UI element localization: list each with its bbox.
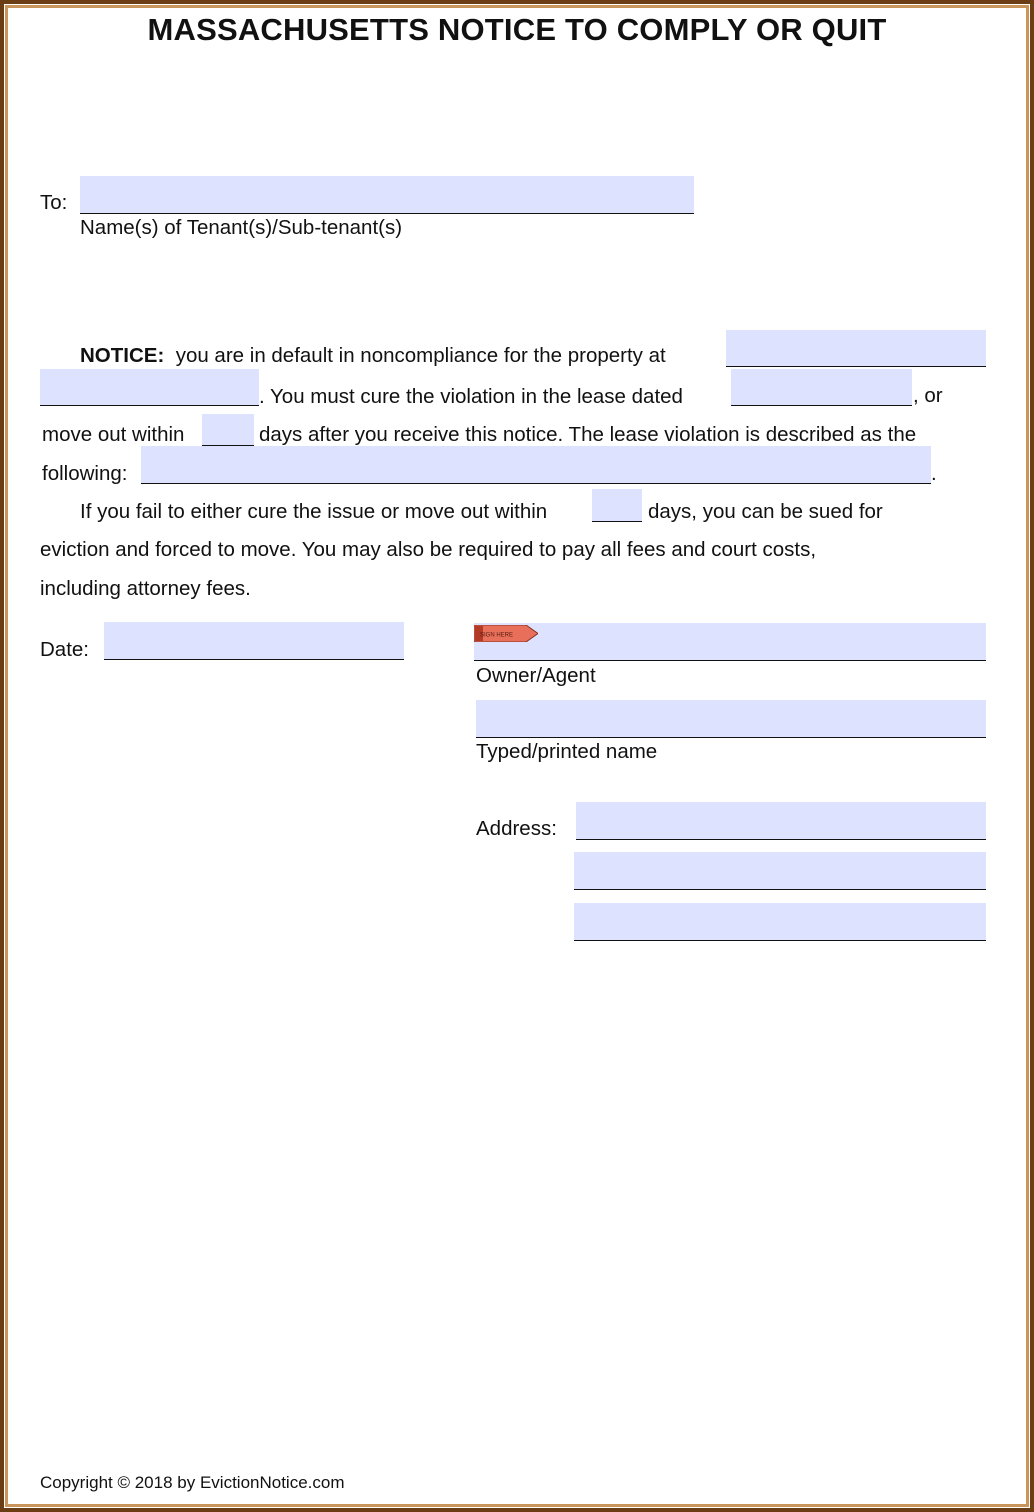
notice-text-2: . You must cure the violation in the lease dated (259, 385, 683, 408)
date-label: Date: (40, 638, 89, 661)
address-label: Address: (476, 817, 557, 840)
address-field-2[interactable] (574, 852, 986, 890)
tenant-name-field[interactable] (80, 176, 694, 214)
owner-agent-caption: Owner/Agent (476, 664, 596, 687)
notice-text-2-end: , or (913, 384, 943, 407)
sign-here-text: SIGN HERE (480, 632, 514, 639)
sign-here-tag-icon[interactable] (474, 625, 538, 642)
notice-text-3-start: move out within (42, 423, 185, 446)
fail-text-1-end: days, you can be sued for (648, 500, 883, 523)
owner-agent-signature-field[interactable] (474, 623, 986, 661)
violation-description-field[interactable] (141, 446, 931, 484)
copyright-notice: Copyright © 2018 by EvictionNotice.com (40, 1473, 345, 1492)
typed-name-caption: Typed/printed name (476, 740, 658, 763)
lease-date-field[interactable] (731, 369, 912, 406)
typed-name-field[interactable] (476, 700, 986, 738)
document-title: MASSACHUSETTS NOTICE TO COMPLY OR QUIT (147, 12, 887, 47)
notice-text-4-end: . (931, 462, 937, 485)
fail-text-1-start: If you fail to either cure the issue or move out within (80, 500, 548, 523)
address-field-1[interactable] (576, 802, 986, 840)
fail-text-2: eviction and forced to move. You may also be required to pay all fees and court costs, (40, 538, 817, 561)
fail-text-3: including attorney fees. (40, 577, 251, 600)
move-out-days-field[interactable] (202, 414, 254, 446)
cure-days-field[interactable] (592, 489, 642, 522)
notice-text-4-start: following: (42, 462, 128, 485)
notice-label: NOTICE: (80, 344, 165, 367)
to-label: To: (40, 191, 68, 214)
date-field[interactable] (104, 622, 404, 660)
property-address-field-1[interactable] (726, 330, 986, 367)
notice-text-3-end: days after you receive this notice. The lease violation is described as the (259, 423, 917, 446)
notice-text-1: you are in default in noncompliance for the property at (175, 344, 666, 367)
address-field-3[interactable] (574, 903, 986, 941)
tenant-caption: Name(s) of Tenant(s)/Sub-tenant(s) (80, 216, 403, 239)
notice-line-1 (80, 344, 666, 368)
property-address-field-2[interactable] (40, 369, 259, 406)
